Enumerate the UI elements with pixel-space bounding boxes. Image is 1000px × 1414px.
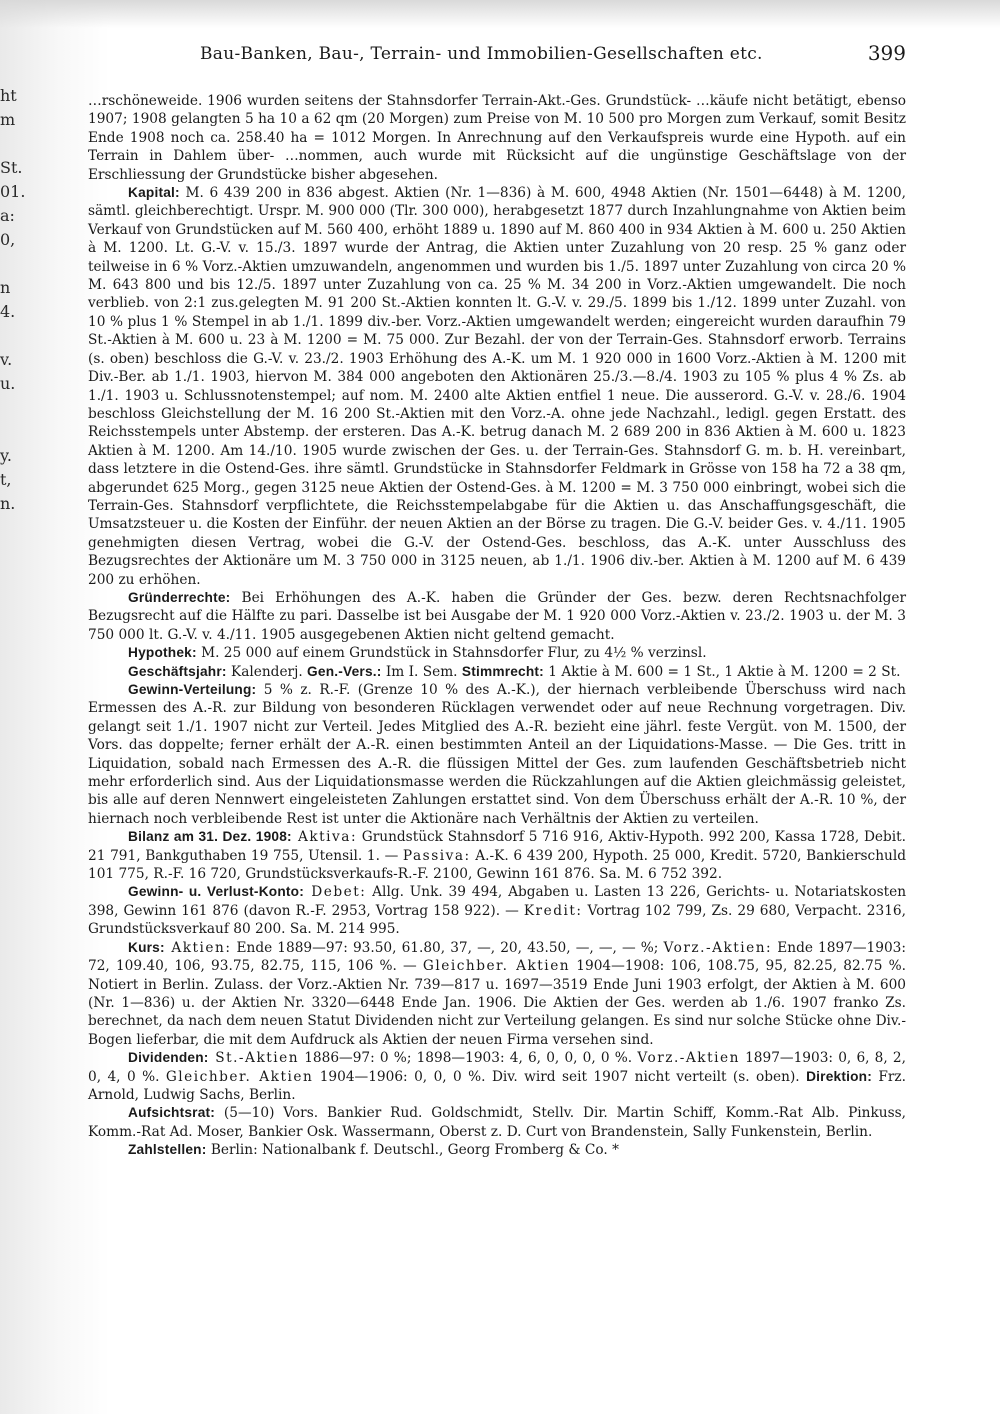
gruenderrechte-label: Gründerrechte: (128, 589, 231, 605)
dividenden-section (88, 1049, 906, 1104)
margin-fragment: v. (0, 350, 13, 369)
stimmrecht-text: 1 Aktie à M. 600 = 1 St., 1 Aktie à M. 1200 = 2 St. (543, 663, 901, 680)
hypothek-section (88, 644, 906, 662)
kapital-section (88, 184, 906, 589)
div-st-label: St.-Aktien (208, 1050, 300, 1067)
div-vorz-text: 1897—1903: 0, 6, 8, 2, 0, 4, 0 %. (88, 1050, 906, 1085)
direktion-label: Direktion: (806, 1068, 872, 1084)
intro-paragraph: …rschöneweide. 1906 wurden seitens der Stahnsdorfer Terrain-Akt.-Ges. Grundstück- …käufe nicht betätigt, ebenso 1907; 1908 gelangten 5 ha 10 a 62 qm (20 Morgen) zum Preise von M. 10 500 pro Morgen zum Verkauf, somit Besitz Ende 1908 noch ca. 258.40 ha = 1012 Morgen. In Anrechnung auf den Verkaufspreis wurde eine Hypoth. auf ein Terrain in Dahlem über- …nommen, auch wurde mit Rücksicht auf die ungünstige Geschäftslage von der Erschliessung der Grundstücke bisher abgesehen. (88, 93, 906, 183)
margin-fragment (0, 396, 22, 420)
div-vorz-label: Vorz.-Aktien (637, 1050, 740, 1067)
passiva-text: A.-K. 6 439 200, Hypoth. 25 000, Kredit. 5720, Bankierschuld 101 775, R.-F. 16 720, Grundstücksverkaufs-R.-F. 2100, Gewinn 161 876. Sa. M. 6 752 392. (88, 847, 906, 883)
geschaeftsjahr-label: Geschäftsjahr: (128, 663, 227, 679)
kurs-aktien-label: Aktien: (164, 939, 232, 956)
margin-fragment: n (0, 278, 11, 297)
gruenderrechte-section (88, 589, 906, 644)
gewinn-verlust-section (88, 883, 906, 938)
kurs-gleich-label: Gleichber. Aktien (422, 958, 571, 975)
stimmrecht-label: Stimmrecht: (461, 663, 544, 679)
margin-fragment: 01. (0, 182, 26, 201)
zahlstellen-text: Berlin: Nationalbank f. Deutschl., Georg Fromberg & Co. * (206, 1142, 619, 1159)
div-st-text: 1886—97: 0 %; 1898—1903: 4, 6, 0, 0, 0, 0 %. (299, 1050, 638, 1067)
dividenden-label: Dividenden: (128, 1050, 209, 1066)
debet-label: Debet: (303, 884, 367, 901)
zahlstellen-section (88, 1141, 906, 1159)
running-title: Bau-Banken, Bau-, Terrain- und Immobilien-Gesellschaften etc. (200, 44, 763, 64)
kredit-label: Kredit: (523, 902, 583, 919)
kapital-text: M. 6 439 200 in 836 abgest. Aktien (Nr. 1—836) à M. 600, 4948 Aktien (Nr. 1501—6448) à M. 1200, sämtl. gleichberechtigt. Urspr. M. 900 000 (Tlr. 300 000), herabgesetzt 1877 durch Inzahlungnahme von Aktien beim Verkauf von Grundstücken auf M. 560 400, erhöht 1889 u. 1890 auf M. 860 400 in 934 Aktien à M. 600 u. 250 Aktien à M. 1200. Lt. G.-V. v. 15./3. 1897 wurde der Antrag, die Aktien unter Zuzahlung von 20 resp. 25 % ganz oder teilweise in 6 % Vorz.-Aktien umzuwandeln, angenommen und wurden bis 1./5. 1897 unter Zuzahlung von circa 20 % M. 643 800 und bis 12./5. 1897 unter Zuzahlung von ca. 25 % M. 34 200 in Vorz.-Aktien umgewandelt. Die noch verblieb. von 2:1 zus.gelegten M. 91 200 St.-Aktien konnten lt. G.-V. v. 29./5. 1899 bis 1./12. 1899 unter Zuzahl. von 10 % plus 1 % Stempel in ab 1./1. 1899 div.-ber. Vorz.-Aktien umgewandelt werden; eingereicht wurden daraufhin 79 St.-Aktien à M. 600 u. 23 à M. 1200 = M. 75 000. Zur Bezahl. der von der Terrain-Ges. Stahnsdorf erworb. Terrains (s. oben) beschloss die G.-V. v. 23./2. 1903 Erhöhung des A.-K. um M. 1 920 000 in 1600 Vorz.-Aktien à M. 1200 mit Div.-Ber. ab 1./1. 1903, hiervon M. 384 000 angeboten den Aktionären 25./3.—8./4. 1903 zu 105 % plus 4 % Zs. ab 1./1. 1903 u. Schlussnotenstempel; auf nom. M. 2400 alte Aktien entfiel 1 neue. Die ausserord. G.-V. v. 28./6. 1904 beschloss Gleichstellung der M. 16 200 St.-Aktien mit den Vorz.-A. ohne jede Nachzahl., ledigl. gegen Erstatt. des Reichsstempels unter Abstemp. der ersteren. Das A.-K. betrug danach M. 2 689 200 in 836 Aktien à M. 600 u. 1823 Aktien à M. 1200. Am 14./10. 1905 wurde zwischen der Ges. u. der Terrain-Ges. Stahnsdorf G. m. b. H. vereinbart, dass letztere in die Ostend-Ges. ihre sämtl. Grundstücke in Stahnsdorfer Feldmark in Grösse von 158 ha 72 a 38 qm, abgerundet 625 Morg., gegen 3125 neue Aktien der Ostend-Ges. à M. 1200 = M. 3 750 000 einbringt, wobei sich die Terrain-Ges. Stahnsdorf verpflichtete, die Reichsstempelabgabe für die Aktien u. das Anschaffungsgeschäft, die Umsatzsteuer u. die Kosten der Einführ. der neuen Aktien an der Börse zu tragen. Die G.-V. beider Ges. v. 4./11. 1905 genehmigten diesen Vertrag, wobei die G.-V. der Ostend-Ges. beschloss, das A.-K. unter Ausschluss des Bezugsrechtes der Aktionäre um M. 3 750 000 in 3125 neuen, ab 1./1. 1906 div.-ber. Aktien à M. 1200 auf M. 6 439 200 zu erhöhen. (88, 185, 906, 588)
margin-fragment (0, 132, 22, 156)
genvers-label: Gen.-Vers.: (307, 663, 382, 679)
kapital-label: Kapital: (128, 185, 180, 201)
margin-fragment: 0, (0, 230, 16, 249)
margin-fragment (0, 420, 22, 444)
gewinn-verlust-label: Gewinn- u. Verlust-Konto: (128, 884, 304, 900)
page-header (200, 41, 920, 70)
geschaeftsjahr-section (88, 663, 906, 681)
kurs-aktien-text: Ende 1889—97: 93.50, 61.80, 37, —, 20, 43.50, —, —, — %; (231, 939, 664, 956)
kurs-vorz-label: Vorz.-Aktien: (663, 939, 773, 956)
aufsichtsrat-label: Aufsichtsrat: (128, 1105, 216, 1121)
page-number: 399 (867, 41, 906, 65)
kurs-gleich-text: 1904—1908: 106, 108.75, 95, 82.25, 82.75 %. Notiert in Berlin. Zulass. der Vorz.-Aktien Nr. 739—817 u. 1697—3519 Ende Juni 1903 erfolgt, der Aktien à M. 600 (Nr. 1—836) u. der Aktien Nr. 3320—6448 Ende Jan. 1906. Die Aktien der Ges. werden ab 1./6. 1907 franko Zs. berechnet, da nach dem neuen Statut Dividenden nicht zur Verteilung gelangen. Es sind nur solche Stücke ohne Div.-Bogen lieferbar, die mit dem Aufdruck als Aktien der neuen Firma versehen sind. (88, 958, 906, 1048)
gruenderrechte-text: Bei Erhöhungen des A.-K. haben die Gründer der Ges. bezw. deren Rechtsnachfolger Bezugsrecht auf die Hälfte zu pari. Dasselbe ist bei Ausgabe der M. 1 920 000 Vorz.-Aktien v. 23./2. 1903 u. der M. 3 750 000 lt. G.-V. v. 4./11. 1905 ausgegebenen Aktien nicht geltend gemacht. (88, 589, 906, 643)
margin-fragment (0, 324, 22, 348)
margin-fragment: n. (0, 494, 16, 513)
left-margin-fragments (0, 84, 26, 516)
gewinn-verteilung-text: 5 % z. R.-F. (Grenze 10 % des A.-K.), der hiernach verbleibende Überschuss wird nach Ermessen des A.-R. zur Bildung von besonderen Rücklagen verwendet oder auf neue Rechnung vorgetragen. Div. gelangt seit 1./1. 1907 nicht zur Verteil. Jedes Mitglied des A.-R. bezieht eine jährl. feste Vergüt. von M. 1500, der Vors. das doppelte; ferner erhält der A.-R. einen bestimmten Anteil an der Liquidations-Masse. — Die Ges. tritt in Liquidation, sobald nach Ermessen des A.-R. die flüssigen Mittel der Ges. zum laufenden Geschäftsbetrieb nicht mehr erforderlich sind. Aus der Liquidationsmasse werden die Rückzahlungen auf die Aktien gleichmässig geleistet, bis alle auf deren Nennwert eingeleisteten Zahlungen erstattet sind. Von dem Überschuss erhält der A.-R. 10 %, der hiernach noch verbleibende Rest ist unter die Aktionäre nach Verhältnis der Aktien zu verteilen. (88, 682, 906, 827)
kurs-section (88, 939, 906, 1049)
margin-fragment: u. (0, 374, 16, 393)
geschaeftsjahr-text: Kalenderj. (226, 663, 308, 680)
gewinn-verteilung-label: Gewinn-Verteilung: (128, 682, 257, 697)
kurs-label: Kurs: (128, 939, 165, 955)
div-gleich-label: Gleichber. Aktien (165, 1068, 314, 1085)
margin-fragment: 4. (0, 302, 16, 321)
kredit-text: Vortrag 102 799, Zs. 29 680, Verpacht. 2316, Grundstücksverkauf 80 200. Sa. M. 214 995. (88, 902, 906, 938)
direktion-text: Frz. Arnold, Ludwig Sachs, Berlin. (88, 1068, 906, 1103)
passiva-label: Passiva: (402, 847, 471, 864)
debet-text: Allg. Unk. 39 494, Abgaben u. Lasten 13 226, Gerichts- u. Notariatskosten 398, Gewinn 161 876 (davon R.-F. 2953, Vortrag 158 922). — (88, 884, 907, 919)
aktiva-text: Grundstück Stahnsdorf 5 716 916, Aktiv-Hypoth. 992 200, Kassa 1728, Debit. 21 791, Bankguthaben 19 755, Utensil. 1. — (88, 829, 907, 864)
margin-fragment (0, 252, 22, 276)
zahlstellen-label: Zahlstellen: (128, 1142, 207, 1158)
bilanz-label: Bilanz am 31. Dez. 1908: (128, 829, 292, 845)
aktiva-label: Aktiva: (291, 829, 358, 846)
gewinn-verteilung-section (88, 681, 906, 828)
margin-fragment: ht (0, 86, 17, 105)
margin-fragment: m (0, 110, 16, 129)
kurs-vorz-text: Ende 1897—1903: 72, 109.40, 106, 93.75, 82.75, 115, 106 %. — (88, 939, 907, 975)
margin-fragment: a: (0, 206, 15, 225)
aufsichtsrat-section (88, 1104, 906, 1141)
margin-fragment: St. (0, 158, 23, 177)
hypothek-label: Hypothek: (128, 645, 197, 661)
margin-fragment: t, (0, 470, 12, 489)
margin-fragment: y. (0, 446, 12, 465)
div-gleich-text: 1904—1906: 0, 0, 0 %. Div. wird seit 1907 nicht verteilt (s. oben). (313, 1068, 807, 1085)
hypothek-text: M. 25 000 auf einem Grundstück in Stahnsdorfer Flur, zu 4½ % verzinsl. (196, 645, 707, 662)
bilanz-section (88, 828, 906, 883)
main-text (88, 92, 906, 1160)
aufsichtsrat-text: (5—10) Vors. Bankier Rud. Goldschmidt, Stellv. Dir. Martin Schiff, Komm.-Rat Alb. Pinkuss, Komm.-Rat Ad. Moser, Bankier Osk. Wassermann, Oberst z. D. Curt von Brandenstein, Sally Funkenstein, Berlin. (88, 1105, 906, 1140)
genvers-text: Im I. Sem. (381, 663, 462, 680)
